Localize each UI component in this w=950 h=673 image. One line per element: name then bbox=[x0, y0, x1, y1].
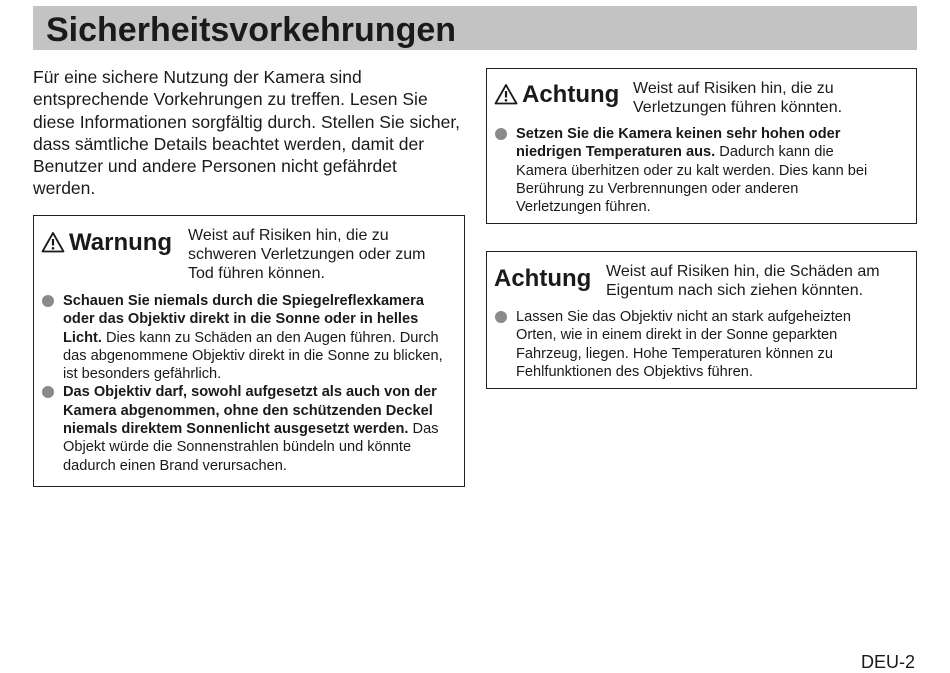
warning-triangle-icon bbox=[41, 231, 65, 260]
caution-injury-heading-label: Achtung bbox=[522, 81, 620, 108]
warning-triangle-icon bbox=[494, 83, 518, 112]
caution-property-description: Weist auf Risiken hin, die Schäden am Eigentum nach sich ziehen könnten. bbox=[606, 263, 880, 299]
bullet-icon bbox=[495, 128, 507, 140]
item-text: Dies kann zu Schäden an den Augen führen. Durch das abgenommene Objektiv direkt in die Sonne zu blicken, ist besonders gefährlich. bbox=[63, 329, 443, 383]
warning-heading-label: Warnung bbox=[69, 229, 173, 256]
caution-injury-description: Weist auf Risiken hin, die zu Verletzungen führen könnten. bbox=[633, 80, 843, 116]
list-item bbox=[34, 292, 459, 383]
warning-list bbox=[34, 292, 459, 475]
caution-injury-list bbox=[487, 125, 887, 216]
list-item bbox=[34, 383, 459, 474]
bullet-icon bbox=[42, 295, 54, 307]
caution-property-heading: Achtung bbox=[494, 265, 592, 292]
page-title: Sicherheitsvorkehrungen bbox=[46, 11, 457, 49]
bullet-icon bbox=[495, 311, 507, 323]
caution-property-list bbox=[487, 308, 892, 381]
item-text: Lassen Sie das Objektiv nicht an stark aufgeheizten Orten, wie in einem direkt in der Sonne geparkten Fahrzeug, liegen. Hohe Temperaturen können zu Fehlfunktionen des Objektivs führen. bbox=[516, 309, 852, 380]
list-item bbox=[487, 125, 887, 216]
caution-injury-heading bbox=[494, 81, 619, 112]
item-bold: Setzen Sie die Kamera keinen sehr hohen oder niedrigen Temperaturen aus. bbox=[516, 126, 841, 161]
list-item bbox=[487, 308, 892, 381]
bullet-icon bbox=[42, 386, 54, 398]
warning-heading bbox=[41, 229, 172, 260]
caution-injury-box bbox=[486, 68, 917, 224]
item-bold: Schauen Sie niemals durch die Spiegelreflexkamera oder das Objektiv direkt in die Sonne oder in helles Licht. bbox=[63, 293, 424, 346]
intro-paragraph: Für eine sichere Nutzung der Kamera sind entsprechende Vorkehrungen zu treffen. Lesen Sie diese Informationen sorgfältig durch. Stellen Sie sicher, dass sämtliche Details beachtet werden, damit der Benutzer und andere Personen nicht gefährdet werden. bbox=[33, 67, 461, 199]
title-bar bbox=[33, 6, 917, 50]
caution-property-box bbox=[486, 251, 917, 389]
warning-box bbox=[33, 215, 465, 487]
item-text: Dadurch kann die Kamera überhitzen oder zu kalt werden. Dies kann bei Berührung zu Verbrennungen oder anderen Verletzungen führen. bbox=[516, 144, 868, 216]
item-text: Das Objekt würde die Sonnenstrahlen bündeln und könnte dadurch einen Brand verursachen. bbox=[63, 421, 439, 474]
item-bold: Das Objektiv darf, sowohl aufgesetzt als auch von der Kamera abgenommen, ohne den schützenden Deckel niemals direktem Sonnenlicht ausgesetzt werden. bbox=[63, 384, 437, 438]
warning-description: Weist auf Risiken hin, die zu schweren Verletzungen oder zum Tod führen können. bbox=[188, 227, 426, 282]
page-number: DEU-2 bbox=[860, 652, 915, 672]
